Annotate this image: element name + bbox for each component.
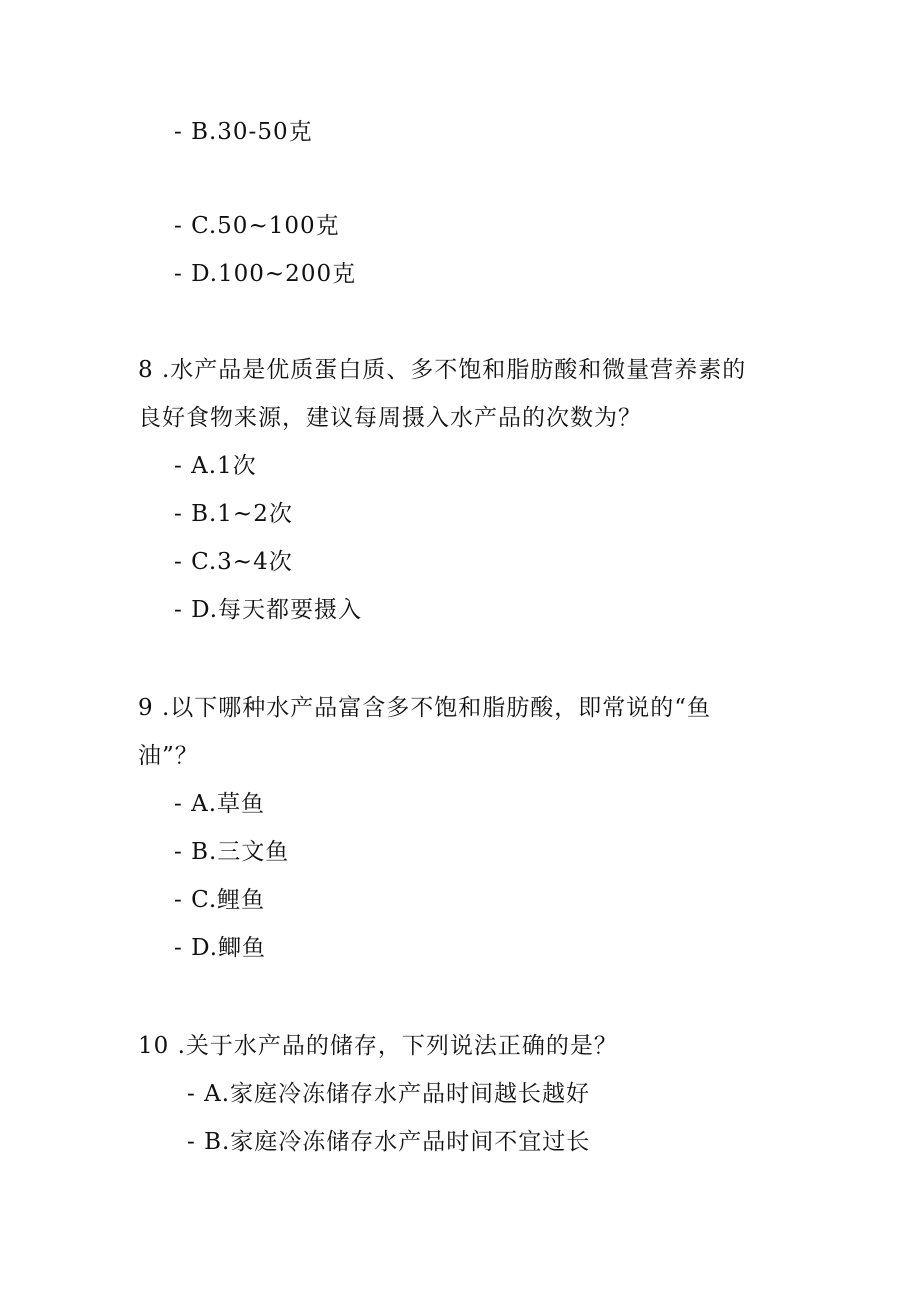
q10-option-a: - A.家庭冷冻储存水产品时间越长越好 xyxy=(187,1081,591,1107)
q9-option-b: - B.三文鱼 xyxy=(174,839,290,865)
q8-option-c: - C.3~4次 xyxy=(174,549,293,575)
q7-option-c: - C.50~100克 xyxy=(174,213,340,239)
q9-option-d: - D.鲫鱼 xyxy=(174,935,267,961)
q8-question-line2: 良好食物来源，建议每周摄入水产品的次数为？ xyxy=(138,405,642,431)
q8-option-d: - D.每天都要摄入 xyxy=(174,597,363,623)
q8-option-a: - A.1次 xyxy=(174,453,257,479)
q8-option-b: - B.1~2次 xyxy=(174,501,293,527)
q9-question-line2: 油”？ xyxy=(138,743,199,769)
q10-question-line1: 10 .关于水产品的储存，下列说法正确的是？ xyxy=(138,1033,618,1059)
q9-option-c: - C.鲤鱼 xyxy=(174,887,266,913)
q9-option-a: - A.草鱼 xyxy=(174,791,266,817)
q7-option-d: - D.100~200克 xyxy=(174,261,357,287)
q9-question-line1: 9 .以下哪种水产品富含多不饱和脂肪酸，即常说的“鱼 xyxy=(138,695,712,721)
q8-question-line1: 8 .水产品是优质蛋白质、多不饱和脂肪酸和微量营养素的 xyxy=(138,357,747,383)
q7-option-b: - B.30-50克 xyxy=(174,119,313,145)
q10-option-b: - B.家庭冷冻储存水产品时间不宜过长 xyxy=(187,1129,591,1155)
